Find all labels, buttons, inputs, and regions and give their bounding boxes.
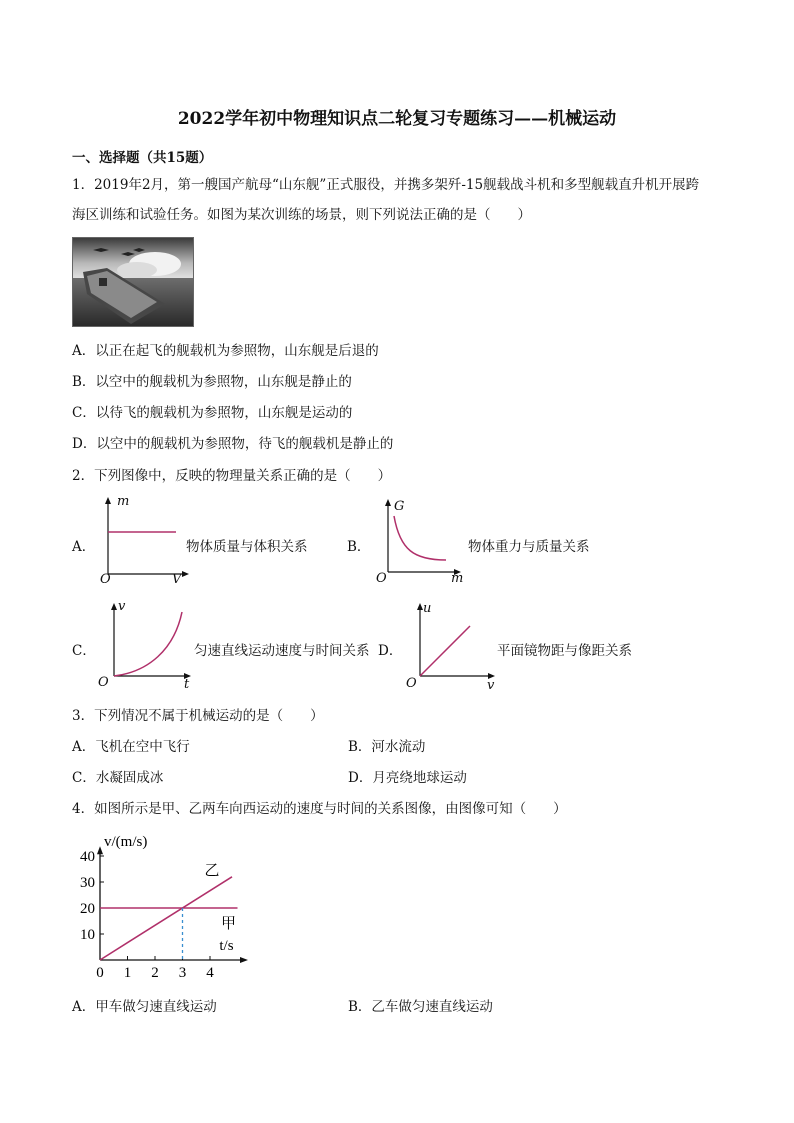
q4-y-axis-arrow xyxy=(97,846,103,854)
q4-x-tick-label: 0 xyxy=(96,965,104,981)
q3-option-b: B．河水流动 xyxy=(348,739,426,755)
q2-d-letter: D． xyxy=(378,643,403,659)
page-title: 2022学年初中物理知识点二轮复习专题练习——机械运动 xyxy=(177,109,617,129)
q2-b-letter: B． xyxy=(347,539,371,555)
q4-x-tick-label: 3 xyxy=(178,965,187,981)
q2-stem: 2．下列图像中，反映的物理量关系正确的是（ ） xyxy=(72,468,392,484)
q2-d-ylabel: u xyxy=(423,601,432,616)
q4-x-axis-label: t/s xyxy=(219,938,234,954)
q4-y-tick-label: 30 xyxy=(80,875,95,891)
q2-c-ylabel: v xyxy=(118,599,126,614)
q4-x-axis-arrow xyxy=(240,957,248,963)
aircraft-carrier-photo xyxy=(72,237,194,327)
q2-a-caption: 物体质量与体积关系 xyxy=(186,539,308,555)
q4-velocity-time-chart xyxy=(70,826,270,986)
q2-b-caption: 物体重力与质量关系 xyxy=(468,539,590,555)
q2-a-origin: O xyxy=(100,572,111,587)
q2-c-origin: O xyxy=(98,675,109,690)
q2-d-xlabel: v xyxy=(487,678,495,693)
q4-x-tick-label: 1 xyxy=(123,965,132,981)
q2-b-origin: O xyxy=(376,571,387,586)
q3-option-a: A．飞机在空中飞行 xyxy=(72,739,190,755)
q2-c-caption: 匀速直线运动速度与时间关系 xyxy=(194,643,370,659)
q4-option-a: A．甲车做匀速直线运动 xyxy=(72,999,217,1015)
q3-option-c: C．水凝固成冰 xyxy=(72,770,164,786)
q2-b-ylabel: G xyxy=(394,499,405,514)
q4-stem: 4．如图所示是甲、乙两车向西运动的速度与时间的关系图像，由图像可知（ ） xyxy=(72,801,567,817)
section-heading: 一、选择题（共15题） xyxy=(72,150,213,166)
q1-option-a: A．以正在起飞的舰载机为参照物，山东舰是后退的 xyxy=(72,343,379,359)
q4-series-label-1: 乙 xyxy=(204,860,220,879)
q2-a-xlabel: V xyxy=(172,572,182,587)
q2-a-letter: A． xyxy=(72,539,96,555)
q4-x-tick-label: 4 xyxy=(206,965,214,981)
q4-y-axis-label: v/(m/s) xyxy=(104,834,148,850)
q2-d-caption: 平面镜物距与像距关系 xyxy=(497,643,632,659)
q2-graph-b xyxy=(374,496,464,580)
q1-option-c: C．以待飞的舰载机为参照物，山东舰是运动的 xyxy=(72,405,353,421)
q4-x-tick-label: 2 xyxy=(151,965,159,981)
q3-stem: 3．下列情况不属于机械运动的是（ ） xyxy=(72,708,324,724)
q1-stem-line1: 1．2019年2月，第一艘国产航母“山东舰”正式服役，并携多架歼-15舰载战斗机和多型舰载直升机开展跨 xyxy=(72,177,700,193)
q2-d-origin: O xyxy=(406,676,417,691)
q2-c-xlabel: t xyxy=(184,677,190,692)
q4-series-line-1 xyxy=(100,877,232,960)
q1-option-d: D．以空中的舰载机为参照物，待飞的舰载机是静止的 xyxy=(72,436,394,452)
q4-y-tick-label: 20 xyxy=(80,901,95,917)
q3-option-d: D．月亮绕地球运动 xyxy=(348,770,467,786)
q4-option-b: B．乙车做匀速直线运动 xyxy=(348,999,493,1015)
q4-y-tick-label: 40 xyxy=(80,849,95,865)
q1-stem-line2: 海区训练和试验任务。如图为某次训练的场景，则下列说法正确的是（ ） xyxy=(72,207,531,223)
q2-b-xlabel: m xyxy=(451,571,464,586)
q1-option-b: B．以空中的舰载机为参照物，山东舰是静止的 xyxy=(72,374,352,390)
q4-y-tick-label: 10 xyxy=(80,927,95,943)
q4-series-label-0: 甲 xyxy=(221,914,237,932)
q2-a-ylabel: m xyxy=(117,494,130,509)
q2-c-letter: C． xyxy=(72,643,96,659)
